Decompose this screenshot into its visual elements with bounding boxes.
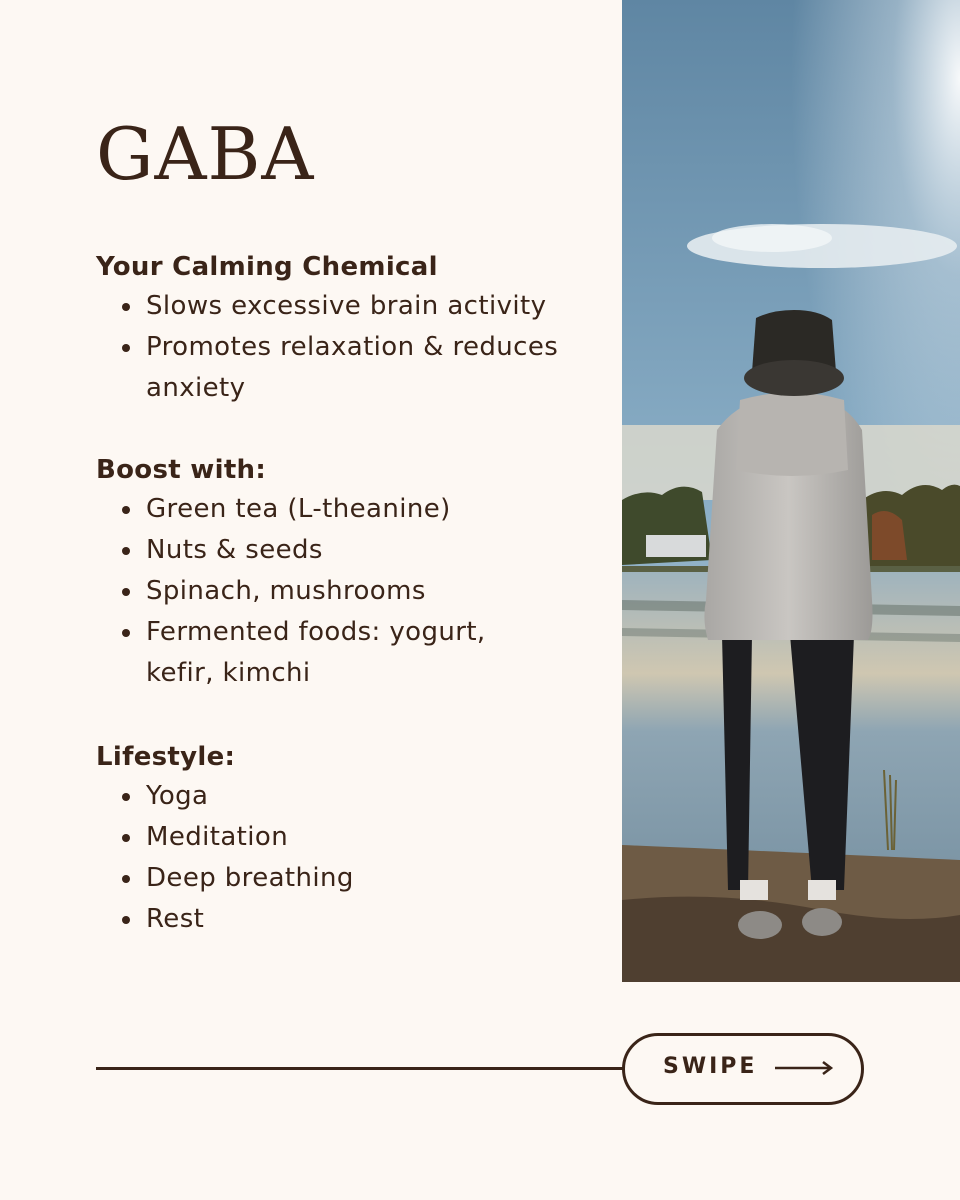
- lake-photo: [622, 0, 960, 982]
- bullet-icon: [122, 506, 130, 514]
- list-item: Yoga: [96, 776, 596, 817]
- bullet-icon: [122, 344, 130, 352]
- list-item: Spinach, mushrooms: [96, 571, 596, 612]
- section-boost-with: [96, 455, 596, 694]
- bullet-icon: [122, 303, 130, 311]
- divider-line: [96, 1067, 624, 1070]
- list-item: Promotes relaxation & reduces anxiety: [96, 327, 586, 409]
- list-item: Rest: [96, 899, 596, 940]
- section-calming-chemical: [96, 252, 596, 409]
- lifestyle-list: [96, 776, 596, 940]
- bullet-icon: [122, 916, 130, 924]
- list-item: Slows excessive brain activity: [96, 286, 596, 327]
- bullet-icon: [122, 875, 130, 883]
- list-item: Deep breathing: [96, 858, 596, 899]
- section-heading: Your Calming Chemical: [96, 252, 438, 282]
- calming-list: [96, 286, 596, 409]
- list-item: Fermented foods: yogurt, kefir, kimchi: [96, 612, 526, 694]
- section-lifestyle: [96, 742, 596, 940]
- section-heading: Boost with:: [96, 455, 267, 485]
- page-title: GABA: [96, 112, 315, 196]
- arrow-right-icon: [773, 1060, 835, 1076]
- section-heading: Lifestyle:: [96, 742, 236, 772]
- bullet-icon: [122, 629, 130, 637]
- list-item: Nuts & seeds: [96, 530, 596, 571]
- bullet-icon: [122, 834, 130, 842]
- bullet-icon: [122, 793, 130, 801]
- bullet-icon: [122, 547, 130, 555]
- swipe-button[interactable]: [622, 1033, 864, 1105]
- boost-list: [96, 489, 596, 694]
- list-item: Meditation: [96, 817, 596, 858]
- list-item: Green tea (L-theanine): [96, 489, 596, 530]
- bullet-icon: [122, 588, 130, 596]
- swipe-label: SWIPE: [663, 1054, 758, 1079]
